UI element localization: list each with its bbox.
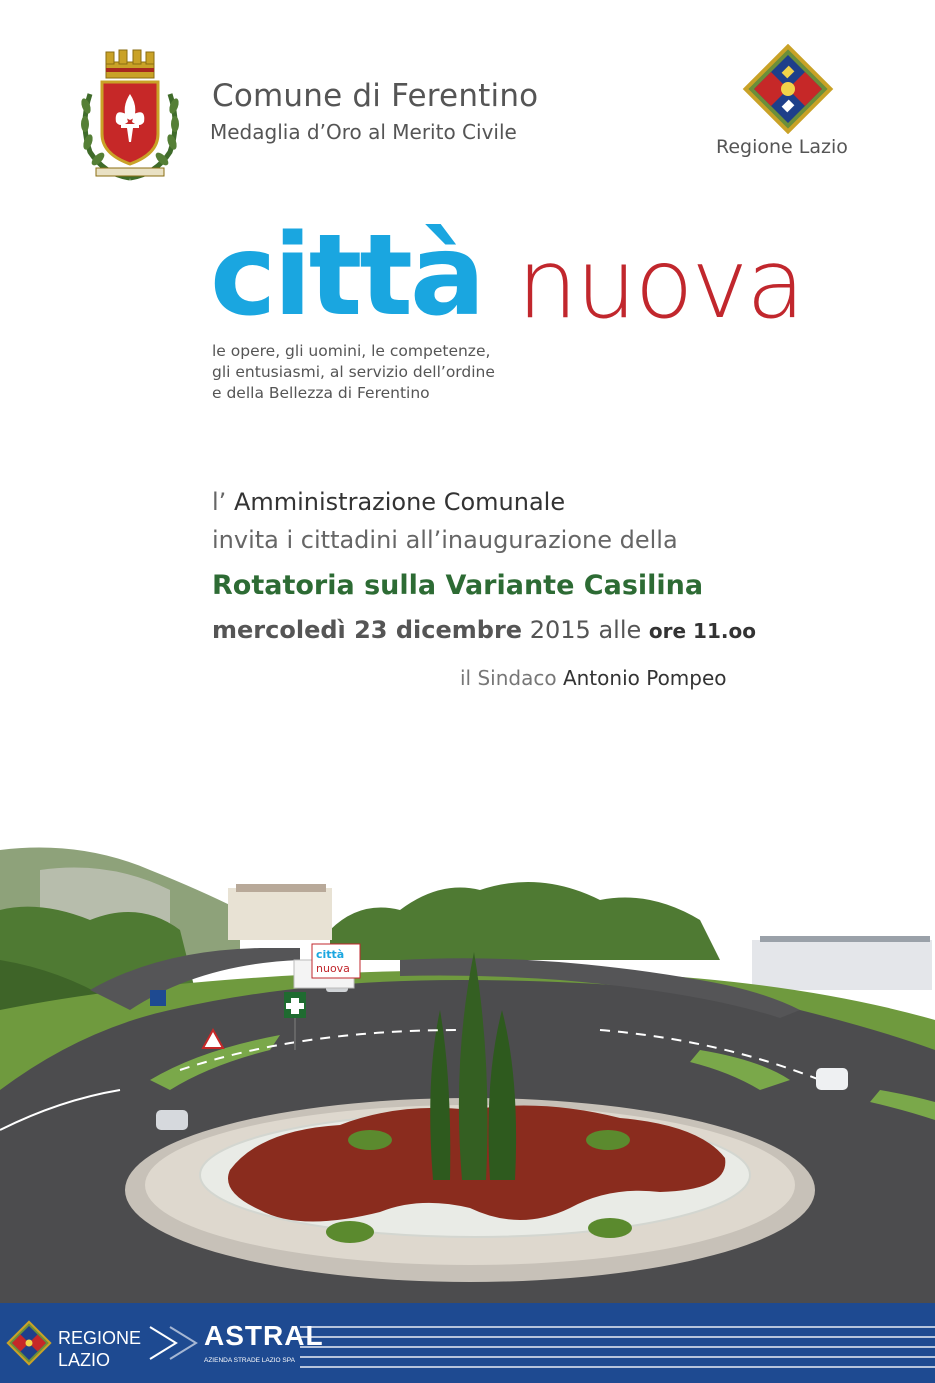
roundabout-render-photo xyxy=(0,840,935,1303)
admin-prefix: l’ xyxy=(212,488,227,516)
invite-text: invita i cittadini all’inaugurazione della xyxy=(212,526,678,554)
regione-lazio-emblem xyxy=(742,44,834,134)
invitation-block xyxy=(212,488,756,656)
footer-regione-lazio-logo xyxy=(58,1327,141,1371)
comune-medal-subtitle: Medaglia d’Oro al Merito Civile xyxy=(210,120,517,144)
footer-astral-logo: ASTRAL xyxy=(204,1320,324,1351)
title-citta: città xyxy=(210,211,483,341)
tagline-line: e della Bellezza di Ferentino xyxy=(212,384,430,402)
building xyxy=(228,888,332,940)
event-date-line xyxy=(212,616,756,656)
footer-astral-subtitle: AZIENDA STRADE LAZIO SPA xyxy=(204,1357,295,1364)
event-date: mercoledì 23 dicembre xyxy=(212,616,523,644)
regione-lazio-label: Regione Lazio xyxy=(716,136,848,158)
tagline xyxy=(212,341,495,404)
event-year: 2015 xyxy=(529,616,591,644)
comune-ferentino-coat-of-arms xyxy=(76,44,184,184)
event-time: ore 11.oo xyxy=(648,619,756,643)
title-nuova: nuova xyxy=(517,228,804,340)
van-sign-citta: città xyxy=(316,948,345,961)
event-alle: alle xyxy=(598,616,642,644)
mayor-signature xyxy=(460,666,727,690)
footer-regione-line2: LAZIO xyxy=(58,1350,111,1370)
administration-line xyxy=(212,488,756,520)
footer-regione-line1: REGIONE xyxy=(58,1328,142,1348)
footer-regione-lazio-emblem xyxy=(6,1320,52,1366)
comune-name: Comune di Ferentino xyxy=(212,78,539,114)
van-sign-nuova: nuova xyxy=(316,962,350,975)
admin-name: Amministrazione Comunale xyxy=(233,488,566,516)
mayor-name: Antonio Pompeo xyxy=(562,666,727,690)
mayor-title: il Sindaco xyxy=(460,666,557,690)
tagline-line: le opere, gli uomini, le competenze, xyxy=(212,342,491,360)
tagline-line: gli entusiasmi, al servizio dell’ordine xyxy=(212,363,495,381)
event-title: Rotatoria sulla Variante Casilina xyxy=(212,570,704,601)
